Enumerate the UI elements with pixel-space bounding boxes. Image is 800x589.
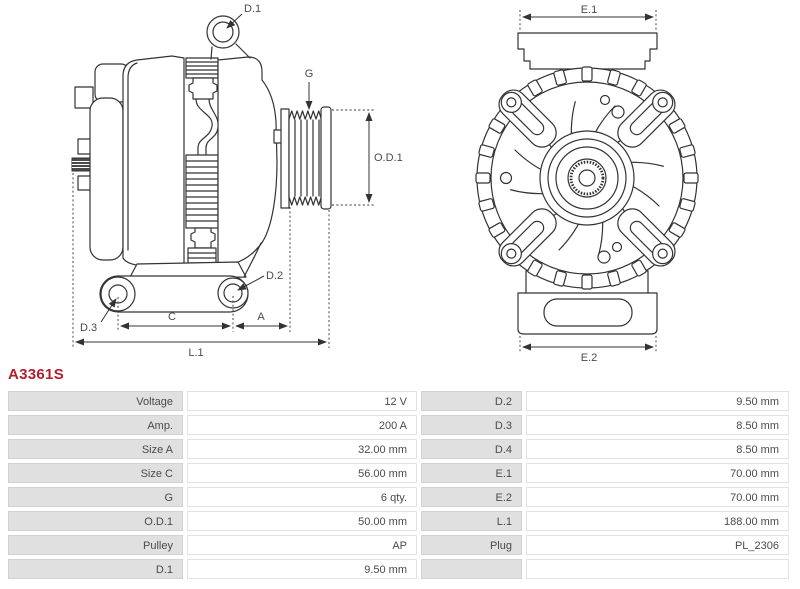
spec-value-g: 6 qty. [187, 487, 417, 507]
spec-label-size-a: Size A [8, 439, 183, 459]
spec-label-size-c: Size C [8, 463, 183, 483]
spec-label-d1: D.1 [8, 559, 183, 579]
spec-value-d1: 9.50 mm [187, 559, 417, 579]
dim-label-d2: D.2 [266, 270, 284, 282]
alternator-side-view [72, 16, 331, 312]
spec-value-size-c: 56.00 mm [187, 463, 417, 483]
dim-label-e1: E.1 [580, 4, 598, 16]
dim-label-d3: D.3 [80, 322, 98, 334]
spec-value-d3: 8.50 mm [526, 415, 789, 435]
spec-value-d2: 9.50 mm [526, 391, 789, 411]
dim-label-od1: O.D.1 [374, 152, 403, 164]
spec-label-l1: L.1 [421, 511, 522, 531]
spec-label-e1: E.1 [421, 463, 522, 483]
spec-label-empty [421, 559, 522, 579]
spec-label-plug: Plug [421, 535, 522, 555]
spec-value-e1: 70.00 mm [526, 463, 789, 483]
spec-value-d4: 8.50 mm [526, 439, 789, 459]
spec-value-voltage: 12 V [187, 391, 417, 411]
dim-label-d1: D.1 [244, 3, 262, 15]
spec-label-voltage: Voltage [8, 391, 183, 411]
spec-label-od1: O.D.1 [8, 511, 183, 531]
spec-value-amp: 200 A [187, 415, 417, 435]
alternator-front-view [420, 11, 754, 345]
spec-label-d2: D.2 [421, 391, 522, 411]
part-number: A3361S [8, 366, 65, 383]
dim-label-g: G [304, 68, 314, 80]
spec-label-pulley: Pulley [8, 535, 183, 555]
spec-value-empty [526, 559, 789, 579]
dim-label-e2: E.2 [580, 352, 598, 364]
spec-label-amp: Amp. [8, 415, 183, 435]
dim-label-a: A [257, 311, 265, 323]
spec-value-od1: 50.00 mm [187, 511, 417, 531]
dim-label-c: C [168, 311, 176, 323]
spec-label-d4: D.4 [421, 439, 522, 459]
spec-table [8, 391, 789, 579]
spec-label-e2: E.2 [421, 487, 522, 507]
spec-label-d3: D.3 [421, 415, 522, 435]
spec-value-size-a: 32.00 mm [187, 439, 417, 459]
spec-value-plug: PL_2306 [526, 535, 789, 555]
spec-value-pulley: AP [187, 535, 417, 555]
spec-value-l1: 188.00 mm [526, 511, 789, 531]
spec-value-e2: 70.00 mm [526, 487, 789, 507]
spec-label-g: G [8, 487, 183, 507]
dim-label-l1: L.1 [188, 347, 204, 359]
